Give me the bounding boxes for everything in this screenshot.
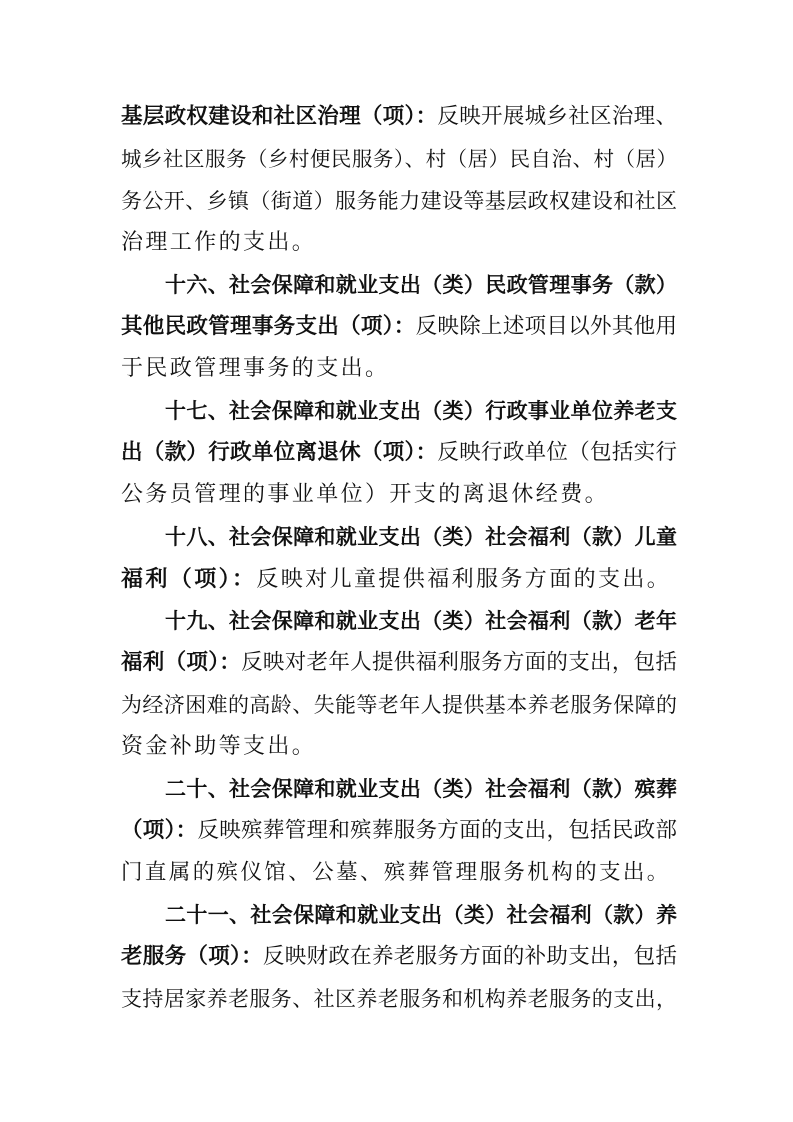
item-text: 反映行政单位（包括实行 xyxy=(437,440,677,465)
paragraph-line xyxy=(121,853,677,893)
item-text: 支持居家养老服务、社区养老服务和机构养老服务的支出， xyxy=(121,987,677,1011)
item-heading: 福利（项）： xyxy=(121,566,257,592)
paragraph-line xyxy=(121,97,677,137)
paragraph-line xyxy=(121,937,677,977)
item-heading: （项）： xyxy=(121,818,198,843)
item-text: 务公开、乡镇（街道）服务能力建设等基层政权建设和社区 xyxy=(121,189,677,213)
item-text: 公务员管理的事业单位）开支的离退休经费。 xyxy=(121,482,610,507)
item-text: 反映开展城乡社区治理、 xyxy=(437,104,677,129)
item-text: 反映对老年人提供福利服务方面的支出，包括 xyxy=(241,650,677,675)
paragraph-line xyxy=(121,307,677,347)
paragraph-line xyxy=(121,475,677,515)
item-heading: 二十、社会保障和就业支出（类）社会福利（款）殡葬 xyxy=(165,776,677,801)
item-text: 于民政管理事务的支出。 xyxy=(121,356,390,381)
paragraph-line xyxy=(121,349,677,389)
item-text: 资金补助等支出。 xyxy=(121,734,317,759)
item-text: 为经济困难的高龄、失能等老年人提供基本养老服务保障的 xyxy=(121,693,677,717)
item-heading: 出（款）行政单位离退休（项）： xyxy=(121,440,438,465)
item-heading: 十八、社会保障和就业支出（类）社会福利（款）儿童 xyxy=(165,524,677,549)
item-heading: 二十一、社会保障和就业支出（类）社会福利（款）养 xyxy=(165,902,677,927)
paragraph-line xyxy=(121,139,677,179)
paragraph-first-line xyxy=(165,517,677,557)
item-text: 城乡社区服务（乡村便民服务）、村（居）民自治、村（居） xyxy=(121,147,677,171)
paragraph-first-line xyxy=(165,391,677,431)
item-text: 反映除上述项目以外其他用 xyxy=(415,314,677,339)
item-text: 门直属的殡仪馆、公墓、殡葬管理服务机构的支出。 xyxy=(121,860,671,885)
paragraph-line xyxy=(121,685,677,725)
paragraph-line xyxy=(121,559,677,599)
paragraph-line xyxy=(121,223,677,263)
item-text: 治理工作的支出。 xyxy=(121,230,317,255)
paragraph-first-line xyxy=(165,769,677,809)
paragraph-first-line xyxy=(165,601,677,641)
item-heading: 十六、社会保障和就业支出（类）民政管理事务（款） xyxy=(165,272,677,297)
item-heading: 其他民政管理事务支出（项）： xyxy=(121,314,416,339)
paragraph-line xyxy=(121,181,677,221)
item-heading: 十七、社会保障和就业支出（类）行政事业单位养老支 xyxy=(165,398,677,423)
paragraph-line xyxy=(121,727,677,767)
paragraph-first-line xyxy=(165,895,677,935)
paragraph-line xyxy=(121,811,677,851)
paragraph-line xyxy=(121,433,677,473)
item-heading: 福利（项）： xyxy=(121,650,242,675)
paragraph-first-line xyxy=(165,265,677,305)
item-text: 反映财政在养老服务方面的补助支出，包括 xyxy=(262,944,677,969)
item-heading: 老服务（项）： xyxy=(121,944,263,969)
paragraph-line xyxy=(121,979,677,1019)
item-heading: 基层政权建设和社区治理（项）： xyxy=(121,104,438,129)
paragraph-line xyxy=(121,643,677,683)
item-heading: 十九、社会保障和就业支出（类）社会福利（款）老年 xyxy=(165,608,677,633)
item-text: 反映殡葬管理和殡葬服务方面的支出，包括民政部 xyxy=(197,818,677,843)
item-text: 反映对儿童提供福利服务方面的支出。 xyxy=(256,567,672,592)
